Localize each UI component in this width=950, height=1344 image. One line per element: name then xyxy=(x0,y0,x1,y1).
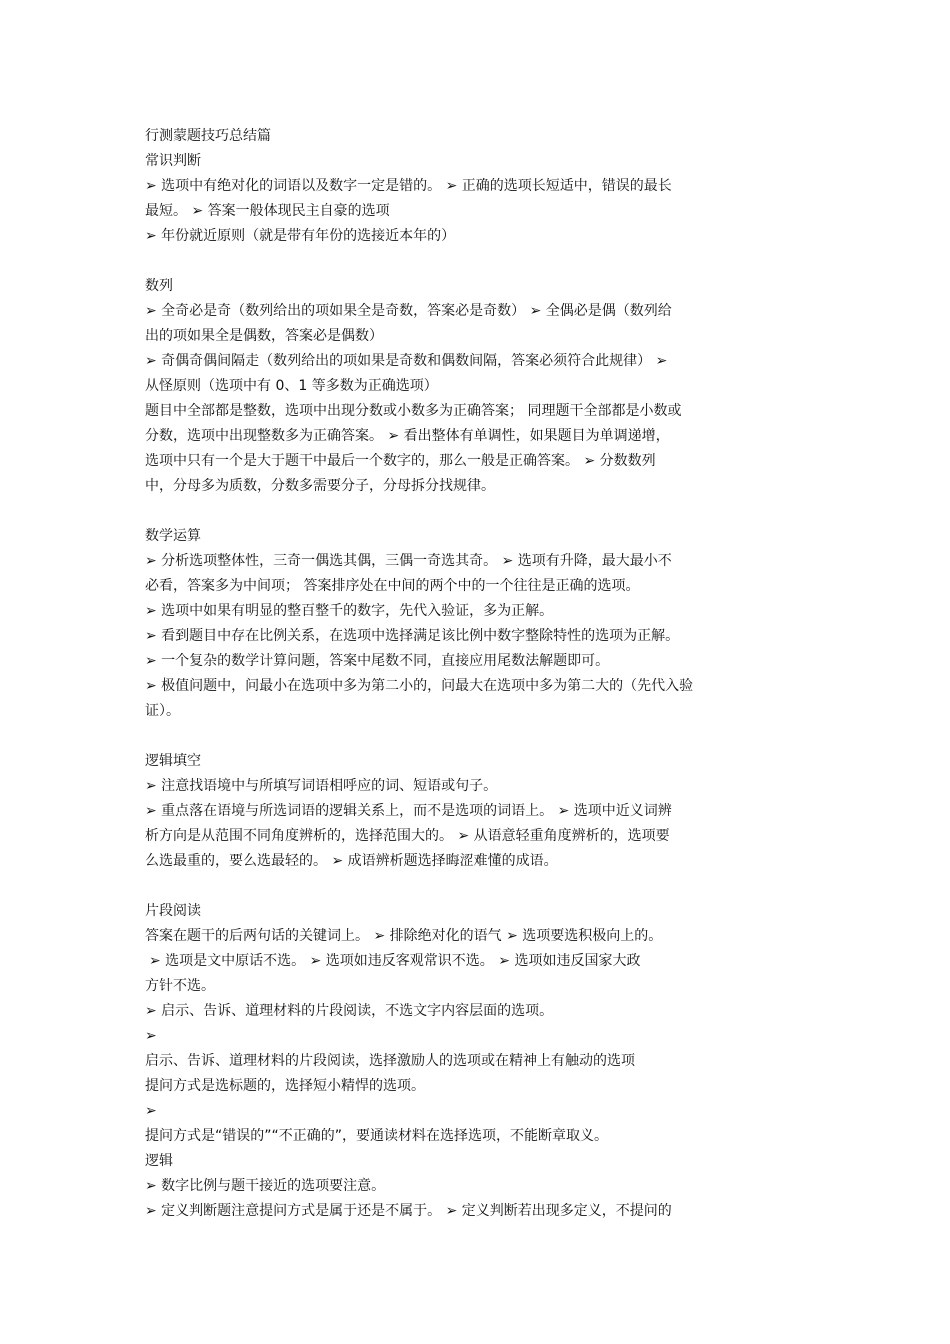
text-line: ➢ 定义判断题注意提问方式是属于还是不属于。 ➢ 定义判断若出现多定义，不提问的 xyxy=(145,1203,672,1219)
text-line: 题目中全部都是整数，选项中出现分数或小数多为正确答案； 同理题干全部都是小数或 xyxy=(145,403,682,419)
text-line: ➢ 奇偶奇偶间隔走（数列给出的项如果是奇数和偶数间隔，答案必须符合此规律） ➢ xyxy=(145,353,668,369)
text-line: ➢ xyxy=(145,1028,157,1044)
section-heading-math: 数学运算 xyxy=(145,528,201,544)
text-line: ➢ 看到题目中存在比例关系，在选项中选择满足该比例中数字整除特性的选项为正解。 xyxy=(145,628,680,644)
text-line: ➢ 年份就近原则（就是带有年份的选接近本年的） xyxy=(145,228,456,244)
document-body xyxy=(145,124,825,1224)
text-line: 选项中只有一个是大于题干中最后一个数字的，那么一般是正确答案。 ➢ 分数数列 xyxy=(145,453,656,469)
text-line: ➢ 数字比例与题干接近的选项要注意。 xyxy=(145,1178,386,1194)
text-line: ➢ 选项中有绝对化的词语以及数字一定是错的。 ➢ 正确的选项长短适中，错误的最长 xyxy=(145,178,672,194)
text-line: 证）。 xyxy=(145,703,180,719)
text-line: 提问方式是选标题的，选择短小精悍的选项。 xyxy=(145,1078,425,1094)
section-heading-reading: 片段阅读 xyxy=(145,903,201,919)
text-line: 方针不选。 xyxy=(145,978,215,994)
text-line: 必看，答案多为中间项； 答案排序处在中间的两个中的一个往往是正确的选项。 xyxy=(145,578,640,594)
text-line: ➢ 选项中如果有明显的整百整千的数字，先代入验证，多为正解。 xyxy=(145,603,554,619)
text-line: 提问方式是“错误的”“不正确的”，要通读材料在选择选项，不能断章取义。 xyxy=(145,1128,609,1144)
text-line: ➢ 分析选项整体性，三奇一偶选其偶，三偶一奇选其奇。 ➢ 选项有升降，最大最小不 xyxy=(145,553,672,569)
text-line: 么选最重的，要么选最轻的。 ➢ 成语辨析题选择晦涩难懂的成语。 xyxy=(145,853,558,869)
text-line: 从怪原则（选项中有 0、1 等多数为正确选项） xyxy=(145,378,438,394)
text-line: 析方向是从范围不同角度辨析的，选择范围大的。 ➢ 从语意轻重角度辨析的，选项要 xyxy=(145,828,670,844)
text-line: 答案在题干的后两句话的关键词上。 ➢ 排除绝对化的语气 ➢ 选项要选积极向上的。 xyxy=(145,928,663,944)
text-line: 启示、告诉、道理材料的片段阅读，选择激励人的选项或在精神上有触动的选项 xyxy=(145,1053,635,1069)
text-line: ➢ 注意找语境中与所填写词语相呼应的词、短语或句子。 xyxy=(145,778,498,794)
text-line: 中，分母多为质数，分数多需要分子，分母拆分找规律。 xyxy=(145,478,495,494)
section-heading-logic: 逻辑 xyxy=(145,1153,173,1169)
paragraph-spacer xyxy=(145,724,825,749)
text-line: ➢ 启示、告诉、道理材料的片段阅读，不选文字内容层面的选项。 xyxy=(145,1003,554,1019)
text-line: ➢ 重点落在语境与所选词语的逻辑关系上，而不是选项的词语上。 ➢ 选项中近义词辨 xyxy=(145,803,672,819)
text-line: ➢ 一个复杂的数学计算问题，答案中尾数不同，直接应用尾数法解题即可。 xyxy=(145,653,610,669)
section-heading-logic-fill: 逻辑填空 xyxy=(145,753,201,769)
section-heading-common-sense: 常识判断 xyxy=(145,153,201,169)
text-line: 最短。 ➢ 答案一般体现民主自豪的选项 xyxy=(145,203,390,219)
section-heading-sequences: 数列 xyxy=(145,278,173,294)
text-line: ➢ xyxy=(145,1103,157,1119)
text-line: ➢ 极值问题中，问最小在选项中多为第二小的，问最大在选项中多为第二大的（先代入验 xyxy=(145,678,694,694)
document-title: 行测蒙题技巧总结篇 xyxy=(145,128,271,144)
paragraph-spacer xyxy=(145,874,825,899)
text-line: ➢ 选项是文中原话不选。 ➢ 选项如违反客观常识不选。 ➢ 选项如违反国家大政 xyxy=(149,953,641,969)
text-line: 出的项如果全是偶数，答案必是偶数） xyxy=(145,328,383,344)
text-line: ➢ 全奇必是奇（数列给出的项如果全是奇数，答案必是奇数） ➢ 全偶必是偶（数列给 xyxy=(145,303,672,319)
text-line: 分数，选项中出现整数多为正确答案。 ➢ 看出整体有单调性，如果题目为单调递增， xyxy=(145,428,670,444)
paragraph-spacer xyxy=(145,499,825,524)
paragraph-spacer xyxy=(145,249,825,274)
